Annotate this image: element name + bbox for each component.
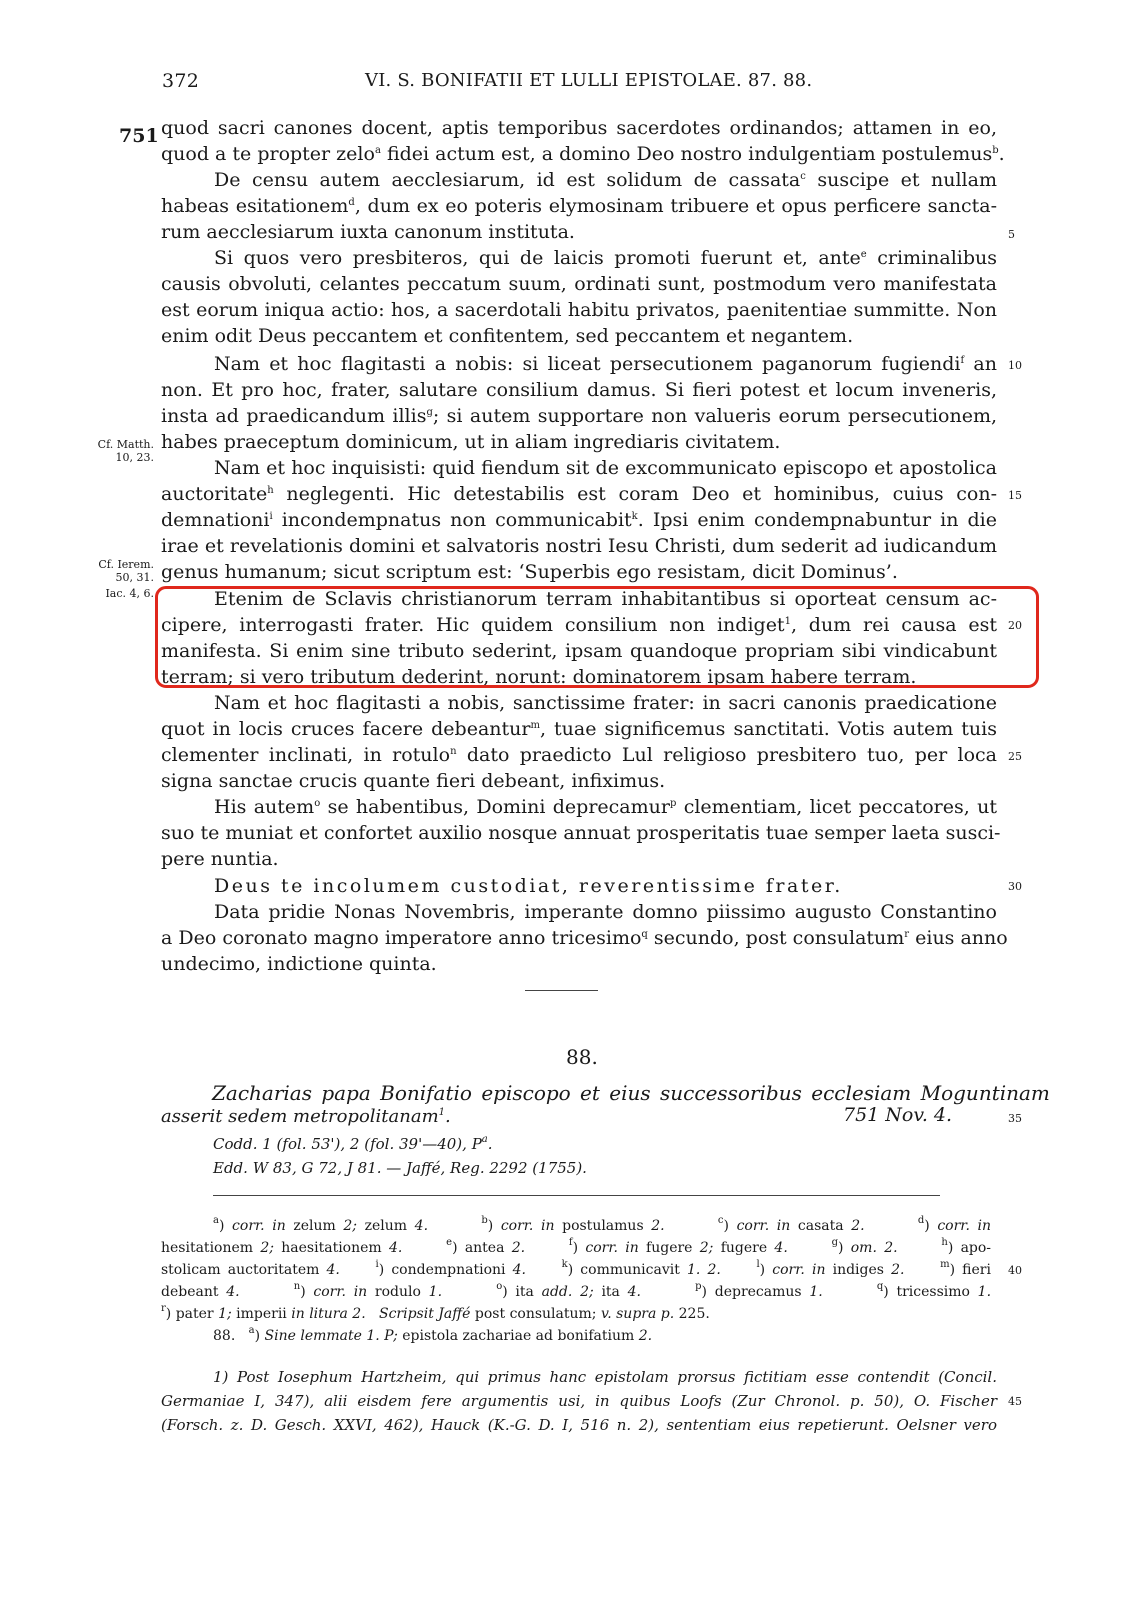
body-line: De censu autem aecclesiarum, id est solidum de cassata$^c$ suscipe et nullam	[214, 169, 997, 191]
page-number: 372	[162, 70, 200, 92]
footnote-divider	[213, 1195, 940, 1196]
body-line: enim odit Deus peccantem et confitentem, sed peccantem et negantem.	[161, 325, 854, 347]
body-line-highlighted: terram; si vero tributum dederint, norunt: dominatorem ipsam habere terram.	[161, 666, 917, 688]
footnote-line: Germaniae I, 347), alii eisdem fere argumentis usi, in quibus Loofs (Zur Chronol. p. 50), O. Fischer	[161, 1392, 997, 1410]
body-line: habeas esitationem$^d$, dum ex eo poteris elymosinam tribuere et opus perficere sancta-	[161, 195, 997, 217]
body-line: est eorum iniqua actio: hos, a sacerdotali habitu privatos, paenitentiae summitte. Non	[161, 299, 997, 321]
body-line: non. Et pro hoc, frater, salutare consilium damus. Si fieri potest et locum inveneris,	[161, 379, 997, 401]
body-line: rum aecclesiarum iuxta canonum instituta.	[161, 221, 575, 243]
body-line: Nam et hoc flagitasti a nobis, sanctissime frater: in sacri canonis praedicatione	[214, 692, 997, 714]
apparatus-line: $^a$) corr. in zelum 2; zelum 4. $^b$) corr. in postulamus 2. $^c$) corr. in casata 2. $^d$) corr. in	[213, 1215, 992, 1234]
line-number: 40	[1008, 1264, 1022, 1277]
line-number: 25	[1008, 750, 1022, 763]
body-line: quod sacri canones docent, aptis temporibus sacerdotes ordinandos; attamen in eo,	[161, 117, 997, 139]
body-line: Si quos vero presbiteros, qui de laicis promoti fuerunt et, ante$^e$ criminalibus	[214, 247, 997, 269]
body-line: His autem$^o$ se habentibus, Domini deprecamur$^p$ clementiam, licet peccatores, ut	[214, 796, 997, 818]
highlight-box	[155, 586, 1039, 688]
body-line: undecimo, indictione quinta.	[161, 953, 437, 975]
body-line: Data pridie Nonas Novembris, imperante domno piissimo augusto Constantino	[214, 901, 997, 923]
body-line: clementer inclinati, in rotulo$^n$ dato praedicto Lul religioso presbitero tuo, per loca	[161, 744, 998, 766]
apparatus-line: debeant 4. $^n$) corr. in rodulo 1. $^o$) ita add. 2; ita 4. $^p$) deprecamus 1. $^q$) tricessimo 1.	[161, 1281, 992, 1300]
line-number: 35	[1008, 1112, 1022, 1125]
body-line: habes praeceptum dominicum, ut in aliam ingrediaris civitatem.	[161, 431, 781, 453]
body-line-closing: Deus te incolumem custodiat, reverentissime frater.	[214, 875, 843, 897]
marginal-ref: Iac. 4, 6.	[105, 587, 154, 600]
body-line: suo te muniat et confortet auxilio nosque annuat prosperitatis tuae semper laeta susci-	[161, 822, 1001, 844]
body-line: insta ad praedicandum illis$^g$; si autem supportare non valueris eorum persecutionem,	[161, 405, 998, 427]
body-line: causis obvoluti, celantes peccatum suum, ordinati sunt, postmodum vero manifestata	[161, 273, 997, 295]
body-line: auctoritate$^h$ neglegenti. Hic detestabilis est coram Deo et hominibus, cuius con-	[161, 483, 997, 505]
body-line: pere nuntia.	[161, 848, 279, 870]
codices: Codd. 1 (fol. 53'), 2 (fol. 39'—40), $P^a$.	[213, 1134, 493, 1153]
apparatus-line: $^r$) pater 1; imperii in litura 2. Scripsit Jaffé post consulatum; v. supra p. 225.	[161, 1303, 710, 1322]
running-title: VI. S. BONIFATII ET LULLI EPISTOLAE. 87. 88.	[365, 70, 813, 91]
footnote-line: (Forsch. z. D. Gesch. XXVI, 462), Hauck (K.-G. D. I, 516 n. 2), sententiam eius repetierunt. Oelsner vero	[161, 1416, 997, 1434]
document-title-line1: Zacharias papa Bonifatio episcopo et eius successoribus ecclesiam Moguntinam	[212, 1081, 1050, 1105]
body-line: Nam et hoc flagitasti a nobis: si liceat persecutionem paganorum fugiendi$^f$ an	[214, 353, 997, 375]
margin-year: 751	[119, 125, 159, 147]
body-line: demnationi$^i$ incondempnatus non communicabit$^k$. Ipsi enim condempnabuntur in die	[161, 509, 997, 531]
document-title-line2: asserit sedem metropolitanam$^1$.	[161, 1106, 451, 1127]
line-number: 5	[1008, 228, 1015, 241]
line-number: 15	[1008, 489, 1022, 502]
marginal-ref: Cf. Ierem. 50, 31.	[98, 558, 154, 584]
line-number: 10	[1008, 359, 1022, 372]
body-line: quod a te propter zelo$^a$ fidei actum est, a domino Deo nostro indulgentiam postulemus$^b$.	[161, 143, 1005, 165]
body-line: irae et revelationis domini et salvatoris nostri Iesu Christi, dum sederit ad iudicandum	[161, 535, 997, 557]
body-line: a Deo coronato magno imperatore anno tricesimo$^q$ secundo, post consulatum$^r$ eius anno	[161, 927, 1008, 949]
line-number: 20	[1008, 619, 1022, 632]
body-line: Nam et hoc inquisisti: quid fiendum sit de excommunicato episcopo et apostolica	[214, 457, 997, 479]
document-date: 751 Nov. 4.	[843, 1104, 953, 1126]
apparatus-line: stolicam auctoritatem 4. $^i$) condempnationi 4. $^k$) communicavit 1. 2. $^l$) corr. in indiges 2. $^m$) fieri	[161, 1259, 991, 1278]
body-line: signa sanctae crucis quante fieri debeant, infiximus.	[161, 770, 666, 792]
body-line: genus humanum; sicut scriptum est: ‘Superbis ego resistam, dicit Dominus’.	[161, 561, 898, 583]
body-line: quot in locis cruces facere debeantur$^m$, tuae significemus sanctitati. Votis autem tuis	[161, 718, 997, 740]
editions: Edd. W 83, G 72, J 81. — Jaffé, Reg. 2292 (1755).	[213, 1159, 587, 1177]
line-number: 45	[1008, 1395, 1022, 1408]
apparatus-line: hesitationem 2; haesitationem 4. $^e$) antea 2. $^f$) corr. in fugere 2; fugere 4. $^g$) om. 2. $^h$) apo-	[161, 1237, 992, 1256]
document-number: 88.	[566, 1045, 598, 1069]
footnote-line: 1) Post Iosephum Hartzheim, qui primus hanc epistolam prorsus fictitiam esse contendit (Concil.	[213, 1368, 997, 1386]
body-line-highlighted: manifesta. Si enim sine tributo sederint, ipsam quandoque propriam sibi vindicabunt	[161, 640, 997, 662]
body-line-highlighted: Etenim de Sclavis christianorum terram inhabitantibus si oporteat censum ac-	[214, 588, 997, 610]
apparatus-line: 88. $^a$) Sine lemmate 1. P; epistola zachariae ad bonifatium 2.	[213, 1325, 653, 1344]
line-number: 30	[1008, 880, 1022, 893]
section-divider	[525, 990, 598, 991]
body-line-highlighted: cipere, interrogasti frater. Hic quidem consilium non indiget$^1$, dum rei causa est	[161, 614, 997, 636]
marginal-ref: Cf. Matth. 10, 23.	[97, 438, 154, 464]
